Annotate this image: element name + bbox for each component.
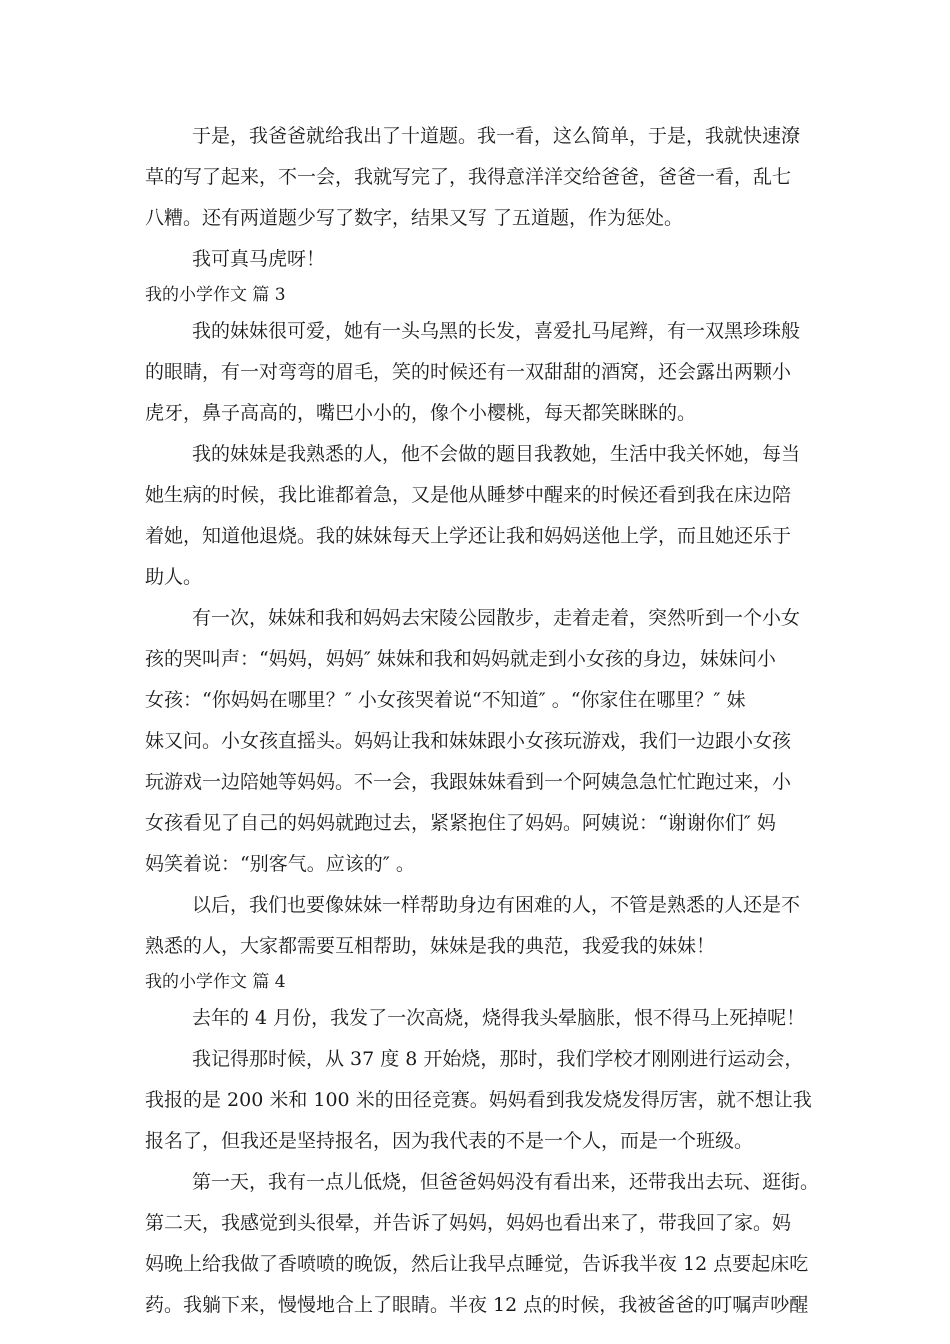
paragraph (145, 239, 815, 280)
text-line: 助人。 (145, 566, 203, 588)
text-line: 妈笑着说：“别客气。应该的″ 。 (145, 853, 415, 875)
text-line: 熟悉的人，大家都需要互相帮助，妹妹是我的典范，我爱我的妹妹！ (145, 935, 716, 957)
text-line: 妹又问。小女孩直摇头。妈妈让我和妹妹跟小女孩玩游戏，我们一边跟小女孩 (145, 730, 792, 752)
paragraph (145, 885, 815, 967)
text-line: 玩游戏一边陪她等妈妈。不一会，我跟妹妹看到一个阿姨急急忙忙跑过来，小 (145, 771, 792, 793)
section-heading: 我的小学作文 篇 3 (145, 285, 286, 305)
text-line: 她生病的时候，我比谁都着急，又是他从睡梦中醒来的时候还看到我在床边陪 (145, 484, 792, 506)
paragraph (145, 1162, 820, 1326)
text-line: 去年的 4 月份，我发了一次高烧，烧得我头晕脑胀，恨不得马上死掉呢！ (192, 1007, 806, 1029)
text-line: 我的妹妹是我熟悉的人，他不会做的题目我教她，生活中我关怀她，每当 (192, 443, 801, 465)
text-line: 虎牙，鼻子高高的，嘴巴小小的，像个小樱桃，每天都笑眯眯的。 (145, 402, 697, 424)
paragraph (145, 998, 815, 1039)
text-line: 报名了，但我还是坚持报名，因为我代表的不是一个人，而是一个班级。 (145, 1130, 754, 1152)
text-line: 草的写了起来，不一会，我就写完了，我得意洋洋交给爸爸，爸爸一看，乱七 (145, 166, 792, 188)
text-line: 我可真马虎呀！ (192, 248, 326, 270)
text-line: 药。我躺下来，慢慢地合上了眼睛。半夜 12 点的时候，我被爸爸的叮嘱声吵醒 (145, 1294, 809, 1316)
text-line: 我记得那时候，从 37 度 8 开始烧，那时，我们学校才刚刚进行运动会， (192, 1048, 804, 1070)
document-body (145, 116, 820, 1326)
text-line: 着她，知道他退烧。我的妹妹每天上学还让我和妈妈送他上学，而且她还乐于 (145, 525, 792, 547)
text-line: 孩的哭叫声：“妈妈，妈妈″ 妹妹和我和妈妈就走到小女孩的身边，妹妹问小 (145, 648, 776, 670)
text-line: 第二天，我感觉到头很晕，并告诉了妈妈，妈妈也看出来了，带我回了家。妈 (145, 1212, 792, 1234)
text-line: 以后，我们也要像妹妹一样帮助身边有困难的人，不管是熟悉的人还是不 (192, 894, 801, 916)
paragraph (145, 1039, 815, 1162)
text-line: 我报的是 200 米和 100 米的田径竞赛。妈妈看到我发烧发得厉害，就不想让我 (145, 1089, 812, 1111)
text-line: 第一天，我有一点儿低烧，但爸爸妈妈没有看出来，还带我出去玩、逛街。 (192, 1171, 820, 1193)
section-heading: 我的小学作文 篇 4 (145, 972, 286, 992)
text-line: 我的妹妹很可爱，她有一头乌黑的长发，喜爱扎马尾辫，有一双黑珍珠般 (192, 320, 801, 342)
text-line: 的眼睛，有一对弯弯的眉毛，笑的时候还有一双甜甜的酒窝，还会露出两颗小 (145, 361, 792, 383)
text-line: 女孩：“你妈妈在哪里？″ 小女孩哭着说“不知道″ 。“你家住在哪里？″ 妹 (145, 689, 746, 711)
paragraph (145, 311, 815, 434)
paragraph (145, 116, 815, 239)
text-line: 有一次，妹妹和我和妈妈去宋陵公园散步，走着走着，突然听到一个小女 (192, 607, 801, 629)
text-line: 于是，我爸爸就给我出了十道题。我一看，这么简单，于是，我就快速潦 (192, 125, 801, 147)
paragraph (145, 434, 815, 598)
text-line: 女孩看见了自己的妈妈就跑过去，紧紧抱住了妈妈。阿姨说：“谢谢你们″ 妈 (145, 812, 776, 834)
text-line: 妈晚上给我做了香喷喷的晚饭，然后让我早点睡觉，告诉我半夜 12 点要起床吃 (145, 1253, 809, 1275)
paragraph (145, 598, 815, 885)
text-line: 八糟。还有两道题少写了数字，结果又写 了五道题，作为惩处。 (145, 207, 684, 229)
